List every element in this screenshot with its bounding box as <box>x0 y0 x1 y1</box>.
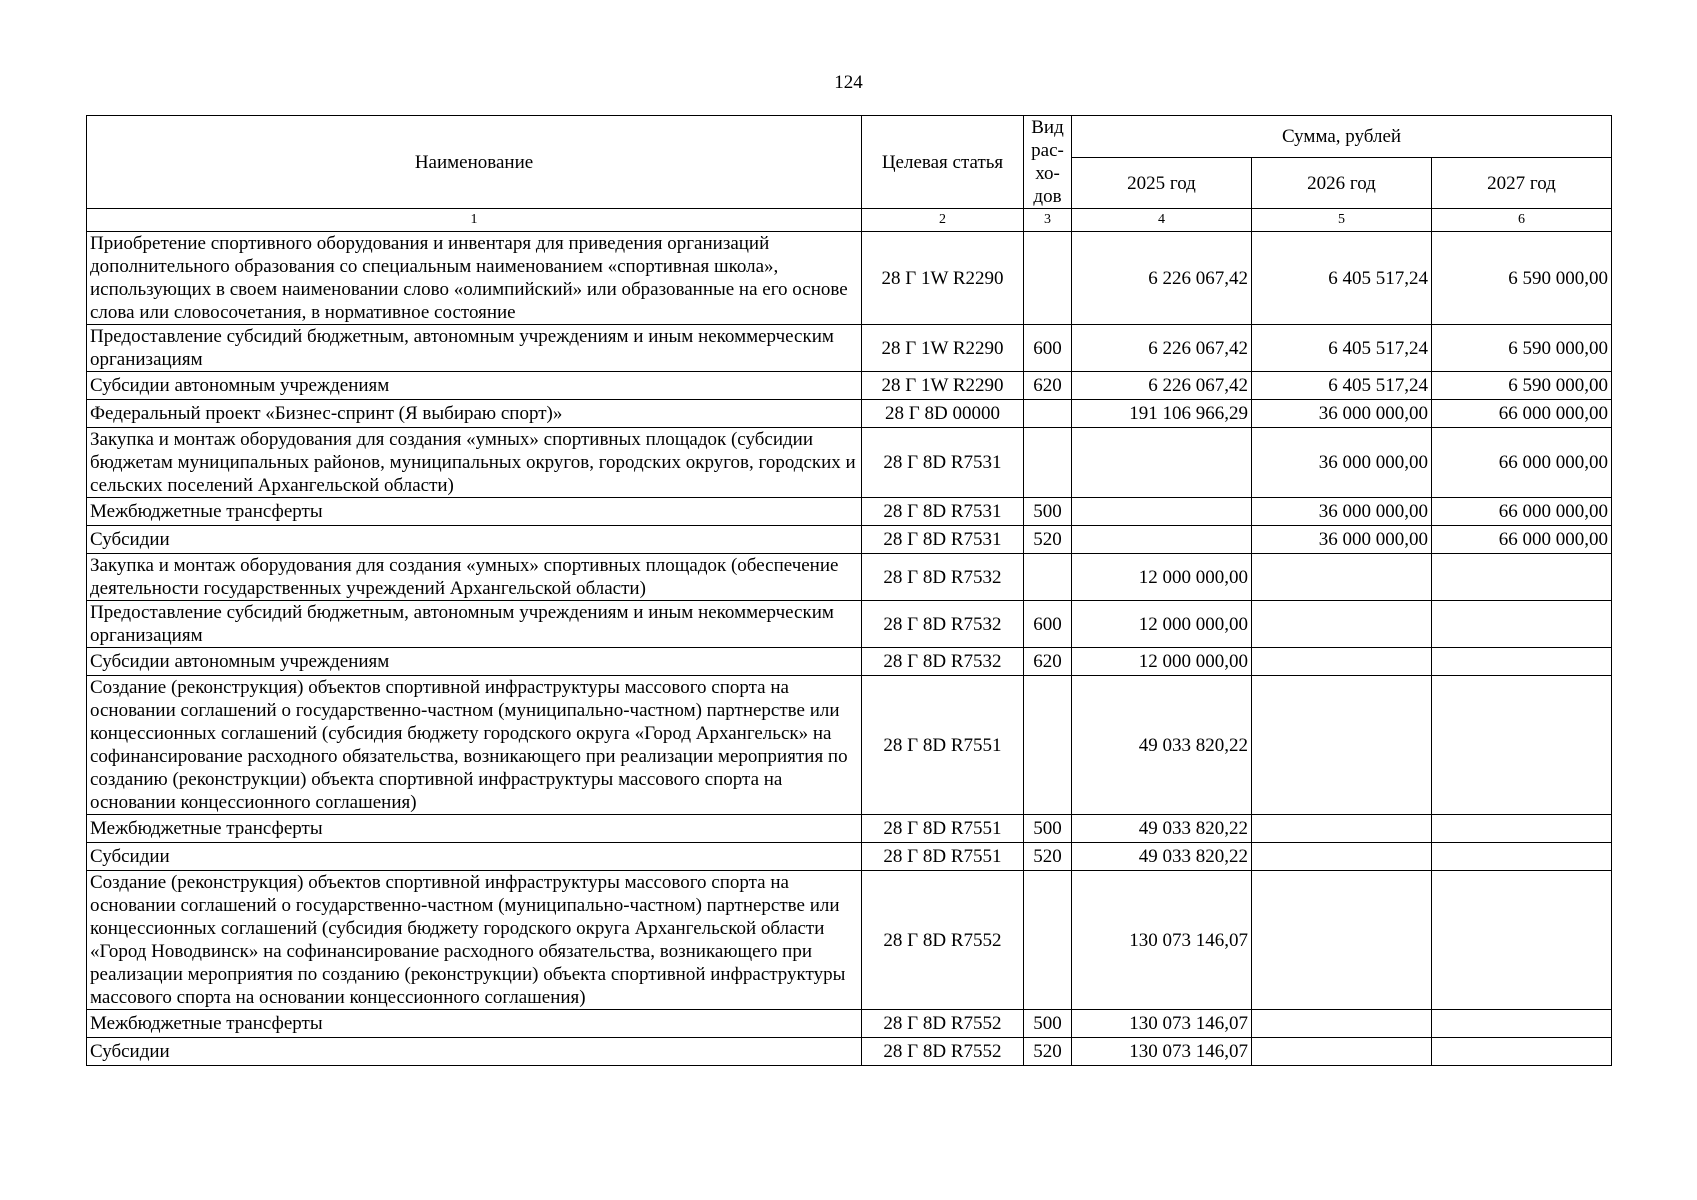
row-amount-2027: 6 590 000,00 <box>1432 372 1612 400</box>
row-amount-2027 <box>1432 676 1612 815</box>
header-year-2027: 2027 год <box>1432 158 1612 209</box>
column-number: 1 <box>87 209 862 232</box>
column-number: 3 <box>1024 209 1072 232</box>
row-target-article: 28 Г 8D R7552 <box>862 1038 1024 1066</box>
row-name: Межбюджетные трансферты <box>87 498 862 526</box>
row-amount-2026: 6 405 517,24 <box>1252 325 1432 372</box>
row-expense-kind: 500 <box>1024 815 1072 843</box>
row-amount-2025: 6 226 067,42 <box>1072 372 1252 400</box>
row-amount-2027: 6 590 000,00 <box>1432 232 1612 325</box>
table-row <box>87 1038 1612 1066</box>
row-expense-kind: 620 <box>1024 372 1072 400</box>
header-target-article: Целевая статья <box>862 116 1024 209</box>
row-amount-2026 <box>1252 1010 1432 1038</box>
row-amount-2025: 49 033 820,22 <box>1072 815 1252 843</box>
table-row <box>87 1010 1612 1038</box>
row-amount-2026 <box>1252 871 1432 1010</box>
row-target-article: 28 Г 8D R7531 <box>862 498 1024 526</box>
row-amount-2025: 130 073 146,07 <box>1072 871 1252 1010</box>
row-name: Субсидии <box>87 526 862 554</box>
row-amount-2027 <box>1432 1038 1612 1066</box>
table-row <box>87 676 1612 815</box>
table-row <box>87 400 1612 428</box>
row-name: Закупка и монтаж оборудования для создания «умных» спортивных площадок (субсидии бюджетам муниципальных районов, муниципальных округов, городских округов, городских и сельских поселений Архангельской области) <box>87 428 862 498</box>
row-target-article: 28 Г 8D R7532 <box>862 554 1024 601</box>
column-number: 5 <box>1252 209 1432 232</box>
table-row <box>87 498 1612 526</box>
row-expense-kind <box>1024 400 1072 428</box>
table-row <box>87 815 1612 843</box>
row-expense-kind: 600 <box>1024 601 1072 648</box>
row-amount-2025 <box>1072 498 1252 526</box>
row-target-article: 28 Г 8D R7552 <box>862 1010 1024 1038</box>
row-amount-2026 <box>1252 676 1432 815</box>
row-target-article: 28 Г 1W R2290 <box>862 232 1024 325</box>
row-amount-2026 <box>1252 601 1432 648</box>
row-target-article: 28 Г 8D R7551 <box>862 843 1024 871</box>
row-name: Субсидии автономным учреждениям <box>87 372 862 400</box>
row-name: Межбюджетные трансферты <box>87 815 862 843</box>
row-amount-2025: 49 033 820,22 <box>1072 843 1252 871</box>
row-name: Создание (реконструкция) объектов спортивной инфраструктуры массового спорта на основании соглашений о государственно-частном (муниципально-частном) партнерстве или концессионных соглашений (субсидия бюджету городского округа «Город Архангельск» на софинансирование расходного обязательства, возникающего при реализации мероприятия по созданию (реконструкции) объекта спортивной инфраструктуры массового спорта на основании концессионного соглашения) <box>87 676 862 815</box>
row-amount-2027: 6 590 000,00 <box>1432 325 1612 372</box>
row-amount-2025: 6 226 067,42 <box>1072 232 1252 325</box>
row-amount-2025: 12 000 000,00 <box>1072 601 1252 648</box>
column-number: 6 <box>1432 209 1612 232</box>
row-target-article: 28 Г 8D R7531 <box>862 526 1024 554</box>
row-name: Закупка и монтаж оборудования для создания «умных» спортивных площадок (обеспечение деятельности государственных учреждений Архангельской области) <box>87 554 862 601</box>
row-name: Федеральный проект «Бизнес-спринт (Я выбираю спорт)» <box>87 400 862 428</box>
row-expense-kind <box>1024 871 1072 1010</box>
row-expense-kind: 520 <box>1024 526 1072 554</box>
row-name: Межбюджетные трансферты <box>87 1010 862 1038</box>
row-expense-kind: 520 <box>1024 1038 1072 1066</box>
budget-table <box>86 115 1612 1066</box>
row-amount-2027 <box>1432 871 1612 1010</box>
row-target-article: 28 Г 1W R2290 <box>862 372 1024 400</box>
row-amount-2027 <box>1432 1010 1612 1038</box>
row-target-article: 28 Г 8D R7551 <box>862 676 1024 815</box>
row-expense-kind: 620 <box>1024 648 1072 676</box>
row-amount-2026: 36 000 000,00 <box>1252 428 1432 498</box>
header-name: Наименование <box>87 116 862 209</box>
row-amount-2026: 36 000 000,00 <box>1252 526 1432 554</box>
header-year-2025: 2025 год <box>1072 158 1252 209</box>
row-target-article: 28 Г 8D R7551 <box>862 815 1024 843</box>
row-target-article: 28 Г 8D 00000 <box>862 400 1024 428</box>
row-amount-2025: 12 000 000,00 <box>1072 554 1252 601</box>
row-name: Субсидии <box>87 1038 862 1066</box>
table-row <box>87 871 1612 1010</box>
row-expense-kind: 600 <box>1024 325 1072 372</box>
row-target-article: 28 Г 1W R2290 <box>862 325 1024 372</box>
table-row <box>87 325 1612 372</box>
table-row <box>87 428 1612 498</box>
header-year-2026: 2026 год <box>1252 158 1432 209</box>
row-name: Создание (реконструкция) объектов спортивной инфраструктуры массового спорта на основании соглашений о государственно-частном (муниципально-частном) партнерстве или концессионных соглашений (субсидия бюджету городского округа Архангельской области «Город Новодвинск» на софинансирование расходного обязательства, возникающего при реализации мероприятия по созданию (реконструкции) объекта спортивной инфраструктуры массового спорта на основании концессионного соглашения) <box>87 871 862 1010</box>
row-amount-2026 <box>1252 554 1432 601</box>
row-expense-kind: 520 <box>1024 843 1072 871</box>
row-expense-kind <box>1024 554 1072 601</box>
row-target-article: 28 Г 8D R7532 <box>862 648 1024 676</box>
row-amount-2026 <box>1252 648 1432 676</box>
header-sum: Сумма, рублей <box>1072 116 1612 158</box>
row-name: Приобретение спортивного оборудования и инвентаря для приведения организаций дополнительного образования со специальным наименованием «спортивная школа», использующих в своем наименовании слово «олимпийский» или образованные на его основе слова или словосочетания, в нормативное состояние <box>87 232 862 325</box>
row-name: Предоставление субсидий бюджетным, автономным учреждениям и иным некоммерческим организациям <box>87 325 862 372</box>
row-target-article: 28 Г 8D R7531 <box>862 428 1024 498</box>
column-number: 2 <box>862 209 1024 232</box>
header-expense-kind: Вид рас- хо- дов <box>1024 116 1072 209</box>
row-amount-2027: 66 000 000,00 <box>1432 498 1612 526</box>
row-amount-2027: 66 000 000,00 <box>1432 526 1612 554</box>
row-amount-2026: 36 000 000,00 <box>1252 400 1432 428</box>
row-amount-2027 <box>1432 601 1612 648</box>
table-row <box>87 601 1612 648</box>
row-expense-kind <box>1024 232 1072 325</box>
table-row <box>87 648 1612 676</box>
row-amount-2026: 6 405 517,24 <box>1252 372 1432 400</box>
table-row <box>87 554 1612 601</box>
row-expense-kind: 500 <box>1024 498 1072 526</box>
row-amount-2027 <box>1432 554 1612 601</box>
column-number: 4 <box>1072 209 1252 232</box>
table-row <box>87 843 1612 871</box>
row-expense-kind: 500 <box>1024 1010 1072 1038</box>
row-amount-2027: 66 000 000,00 <box>1432 400 1612 428</box>
row-amount-2026: 6 405 517,24 <box>1252 232 1432 325</box>
row-expense-kind <box>1024 428 1072 498</box>
row-amount-2025: 130 073 146,07 <box>1072 1038 1252 1066</box>
row-amount-2027 <box>1432 648 1612 676</box>
row-amount-2027 <box>1432 815 1612 843</box>
row-amount-2025: 6 226 067,42 <box>1072 325 1252 372</box>
row-amount-2026 <box>1252 1038 1432 1066</box>
row-name: Предоставление субсидий бюджетным, автономным учреждениям и иным некоммерческим организациям <box>87 601 862 648</box>
page-number: 124 <box>834 72 863 93</box>
row-name: Субсидии <box>87 843 862 871</box>
table-row <box>87 232 1612 325</box>
row-amount-2025: 12 000 000,00 <box>1072 648 1252 676</box>
row-amount-2026 <box>1252 843 1432 871</box>
row-amount-2025: 191 106 966,29 <box>1072 400 1252 428</box>
row-name: Субсидии автономным учреждениям <box>87 648 862 676</box>
row-expense-kind <box>1024 676 1072 815</box>
row-amount-2027 <box>1432 843 1612 871</box>
row-amount-2026: 36 000 000,00 <box>1252 498 1432 526</box>
row-amount-2026 <box>1252 815 1432 843</box>
row-target-article: 28 Г 8D R7532 <box>862 601 1024 648</box>
table-row <box>87 526 1612 554</box>
column-number-row <box>87 209 1612 232</box>
row-amount-2025: 130 073 146,07 <box>1072 1010 1252 1038</box>
row-amount-2025: 49 033 820,22 <box>1072 676 1252 815</box>
row-amount-2025 <box>1072 526 1252 554</box>
row-amount-2027: 66 000 000,00 <box>1432 428 1612 498</box>
row-amount-2025 <box>1072 428 1252 498</box>
row-target-article: 28 Г 8D R7552 <box>862 871 1024 1010</box>
table-row <box>87 372 1612 400</box>
